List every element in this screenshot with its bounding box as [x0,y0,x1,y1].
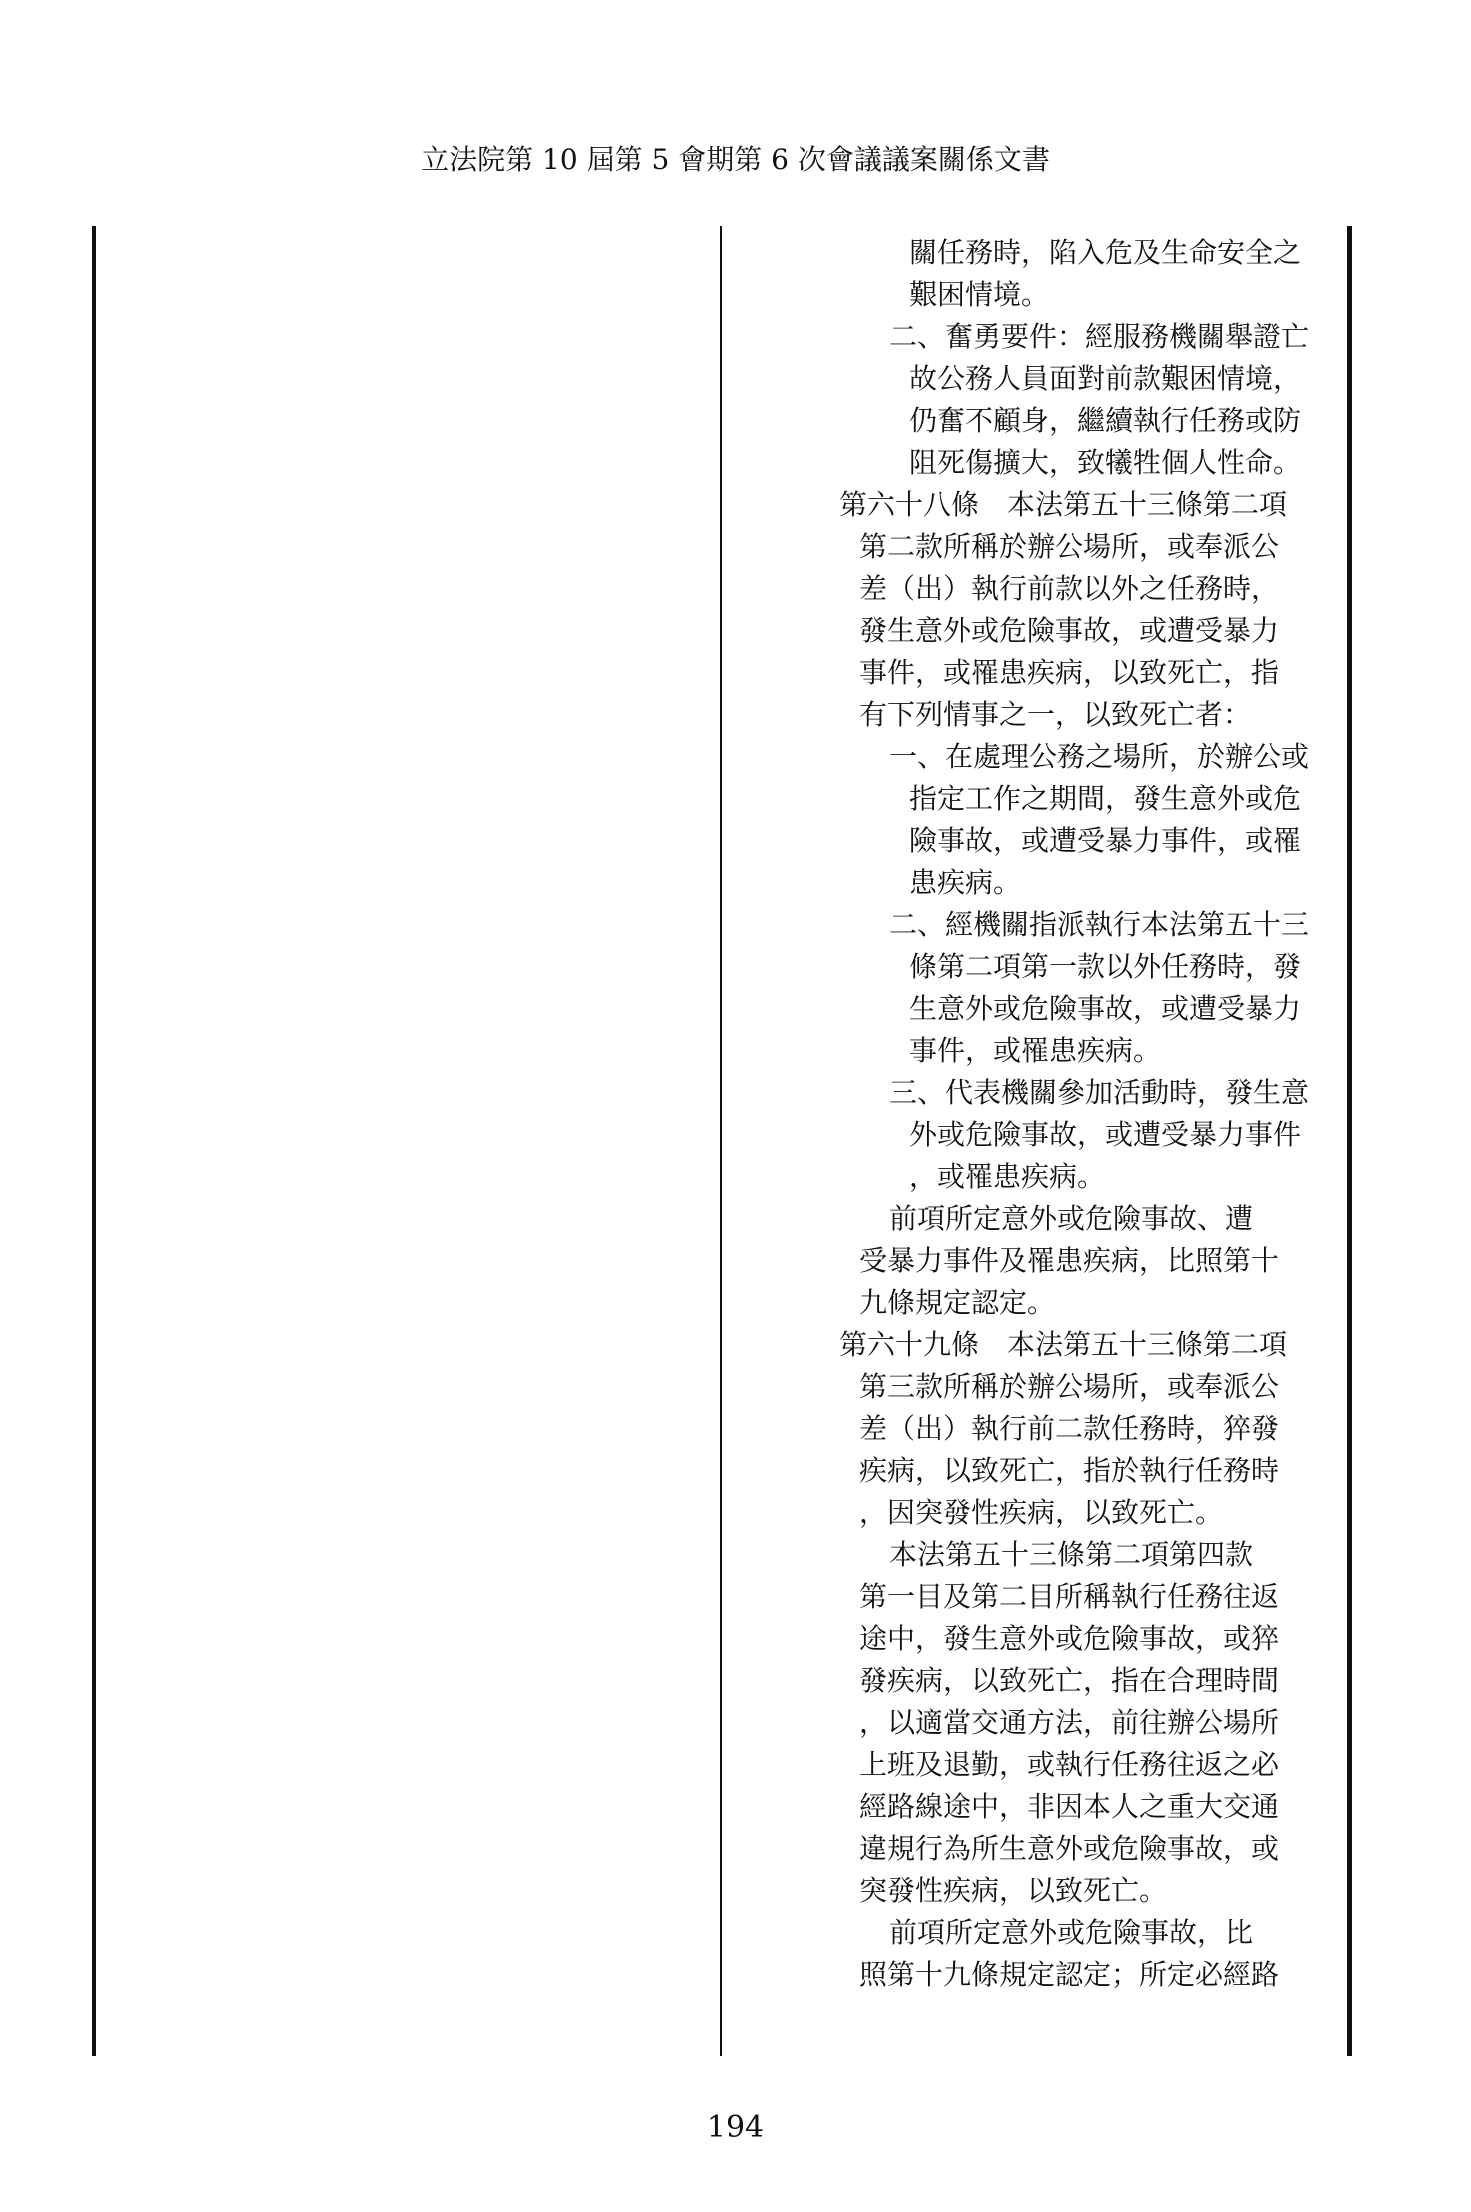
text-line: 關任務時，陷入危及生命安全之 [909,236,1302,269]
left-column [98,226,718,2056]
text-line: 有下列情事之一，以致死亡者： [859,698,1252,731]
table-left-border [92,226,96,2056]
text-line: 第六十八條 本法第五十三條第二項 [839,488,1288,521]
text-line: 受暴力事件及罹患疾病，比照第十 [859,1244,1280,1277]
text-line: 事件，或罹患疾病，以致死亡，指 [859,656,1280,689]
text-line: 前項所定意外或危險事故、遭 [889,1202,1254,1235]
text-line: 三、代表機關參加活動時，發生意 [889,1076,1310,1109]
right-column [722,224,1347,2054]
text-line: 九條規定認定。 [859,1286,1056,1319]
text-line: 故公務人員面對前款艱困情境， [909,362,1302,395]
text-line: 突發性疾病，以致死亡。 [859,1874,1168,1907]
text-line: 外或危險事故，或遭受暴力事件 [909,1118,1302,1151]
table-right-border [1347,226,1352,2056]
text-line: 差（出）執行前款以外之任務時， [859,572,1280,605]
text-line: 發疾病，以致死亡，指在合理時間 [859,1664,1280,1697]
text-line: 照第十九條規定認定；所定必經路 [859,1958,1280,1991]
text-line: ，或罹患疾病。 [909,1160,1106,1193]
text-line: 第一目及第二目所稱執行任務往返 [859,1580,1280,1613]
text-line: 二、奮勇要件：經服務機關舉證亡 [889,320,1310,353]
text-line: 差（出）執行前二款任務時，猝發 [859,1412,1280,1445]
comparison-table [92,226,1354,2056]
text-line: 違規行為所生意外或危險事故，或 [859,1832,1280,1865]
text-line: 發生意外或危險事故，或遭受暴力 [859,614,1280,647]
text-line: 本法第五十三條第二項第四款 [889,1538,1254,1571]
text-line: 事件，或罹患疾病。 [909,1034,1162,1067]
text-line: 上班及退勤，或執行任務往返之必 [859,1748,1280,1781]
text-line: 二、經機關指派執行本法第五十三 [889,908,1310,941]
text-line: 阻死傷擴大，致犧牲個人性命。 [909,446,1302,479]
text-line: 第二款所稱於辦公場所，或奉派公 [859,530,1280,563]
text-line: 第六十九條 本法第五十三條第二項 [839,1328,1288,1361]
text-line: 患疾病。 [909,866,1022,899]
page-number: 194 [706,2110,765,2145]
text-line: 途中，發生意外或危險事故，或猝 [859,1622,1280,1655]
text-line: ，以適當交通方法，前往辦公場所 [859,1706,1280,1739]
text-line: 第三款所稱於辦公場所，或奉派公 [859,1370,1280,1403]
text-line: 一、在處理公務之場所，於辦公或 [889,740,1310,773]
text-line: 條第二項第一款以外任務時，發 [909,950,1302,983]
page-header: 立法院第 10 屆第 5 會期第 6 次會議議案關係文書 [421,143,1050,176]
text-line: ，因突發性疾病，以致死亡。 [859,1496,1224,1529]
text-line: 艱困情境。 [909,278,1050,311]
text-line: 指定工作之期間，發生意外或危 [909,782,1302,815]
text-line: 仍奮不顧身，繼續執行任務或防 [909,404,1302,437]
text-line: 生意外或危險事故，或遭受暴力 [909,992,1302,1025]
text-line: 疾病，以致死亡，指於執行任務時 [859,1454,1280,1487]
text-line: 經路線途中，非因本人之重大交通 [859,1790,1280,1823]
text-line: 前項所定意外或危險事故，比 [889,1916,1254,1949]
text-line: 險事故，或遭受暴力事件，或罹 [909,824,1302,857]
